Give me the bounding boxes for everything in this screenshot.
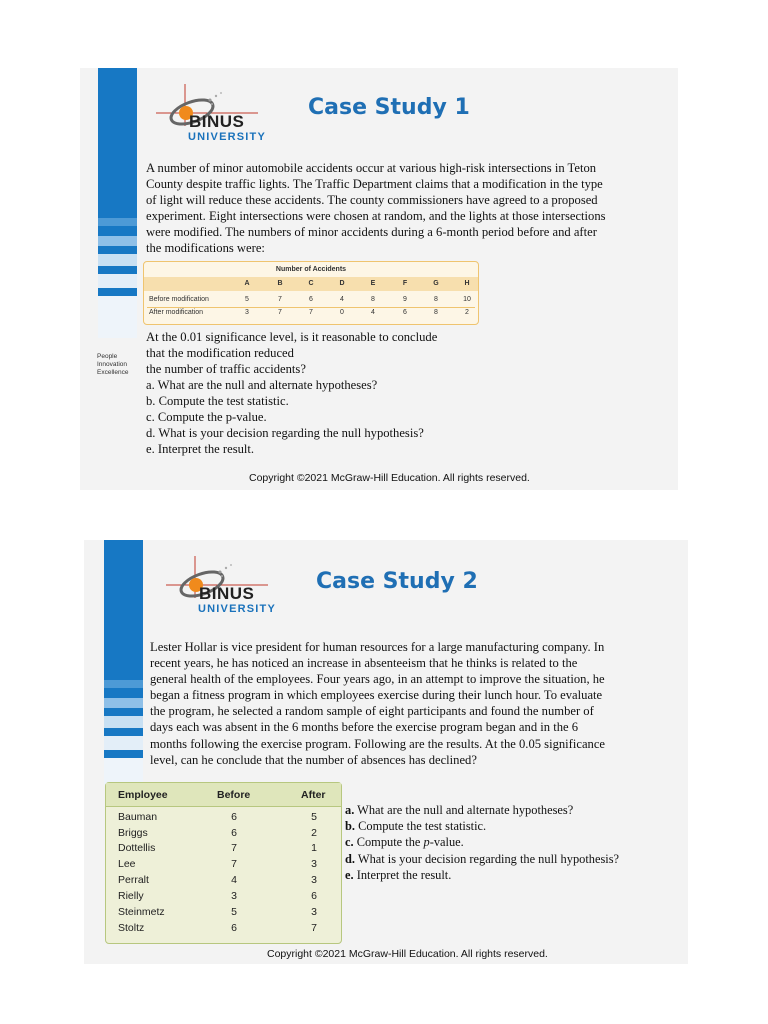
question-list xyxy=(345,802,619,883)
page-title: Case Study 2 xyxy=(316,569,478,594)
tagline: People Innovation Excellence xyxy=(97,353,129,377)
table-title: Number of Accidents xyxy=(275,266,347,273)
logo-sub-text: UNIVERSITY xyxy=(198,603,277,615)
list-item: a. What are the null and alternate hypotheses? xyxy=(345,803,574,817)
page-title: Case Study 1 xyxy=(308,95,470,120)
case-description: Lester Hollar is vice president for human resources for a large manufacturing company. In recent years, he has noticed an increase in absenteeism that he thinks is related to the general health of the employees. Four years ago, in an attempt to improve the situation, he began a fitness program in which employees exercise during their lunch hour. To evaluate the program, he selected a random sample of eight participants and found the number of days each was absent in the 6 months before the exercise program began and in the 6 months following the exercise program. Following are the results. At the 0.05 significance level, can he conclude that the number of absences has declined? xyxy=(150,640,606,767)
binus-logo xyxy=(164,554,277,615)
logo-brand-text: BINUS xyxy=(199,584,255,603)
logo-brand-text: BINUS xyxy=(189,112,245,131)
decorative-stripe xyxy=(104,540,143,785)
binus-logo xyxy=(154,82,267,143)
table-header-row: A B C D E F G H xyxy=(144,277,478,291)
slide-case-study-2 xyxy=(84,540,688,964)
question-list: At the 0.01 significance level, is it reasonable to conclude that the modification reduced the number of traffic accidents? a. What are the null and alternate hypotheses? b. Compute the test statistic. c. Compute the p-value. d. What is your decision regarding the null hypothesis? e. Interpret the result. xyxy=(146,330,438,456)
table-header-row: Employee Before After xyxy=(106,783,341,807)
copyright-text: Copyright ©2021 McGraw-Hill Education. All rights reserved. xyxy=(267,948,548,960)
absences-table: Employee Before After Bauman 6 5 Briggs 6 2 Dottellis 7 1 Lee 7 3 Perralt 4 3 Rielly 3 6 Steinmetz 5 3 Stoltz 6 7 xyxy=(105,782,342,944)
logo-sub-text: UNIVERSITY xyxy=(188,131,267,143)
list-item: e. Interpret the result. xyxy=(345,867,452,882)
decorative-stripe xyxy=(98,68,137,338)
copyright-text: Copyright ©2021 McGraw-Hill Education. All rights reserved. xyxy=(249,472,530,484)
slide-case-study-1 xyxy=(80,68,678,490)
accidents-table: Number of Accidents A B C D E F G H Before modification 5 7 6 4 8 9 8 10 After modification 3 7 7 0 4 6 8 2 xyxy=(143,261,479,325)
list-item: b. Compute the test statistic. xyxy=(345,819,487,834)
row-divider xyxy=(147,307,475,308)
case-description: A number of minor automobile accidents occur at various high-risk intersections in Teton County despite traffic lights. The Traffic Department claims that a modification in the type of light will reduce these accidents. The county commissioners have agreed to a proposed experiment. Eight intersections were chosen at random, and the lights at those intersections were modified. The numbers of minor accidents during a 6-month period before and after the modifications were: xyxy=(146,161,606,256)
list-item: c. Compute the p-value. xyxy=(345,835,464,850)
list-item: d. What is your decision regarding the null hypothesis? xyxy=(345,851,620,866)
